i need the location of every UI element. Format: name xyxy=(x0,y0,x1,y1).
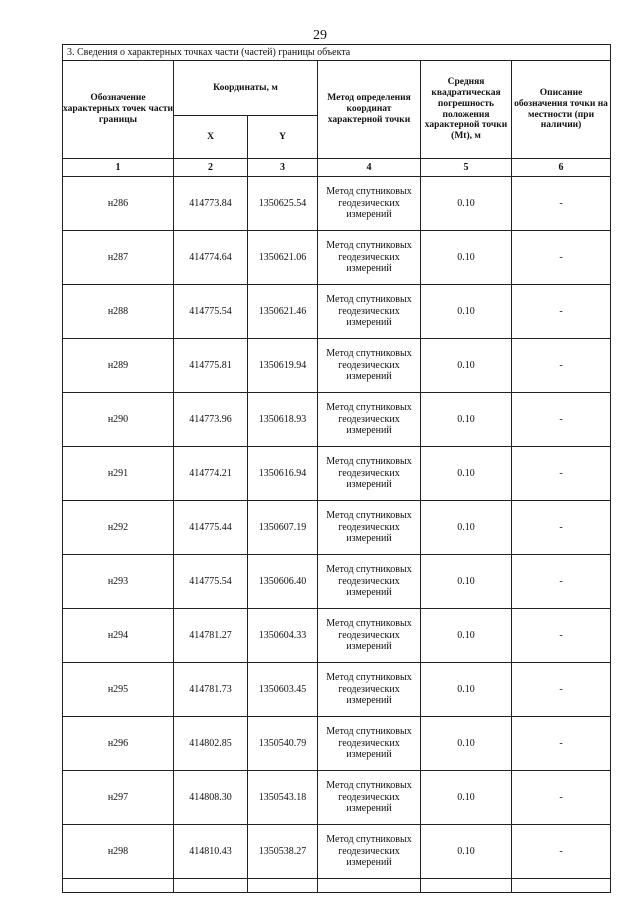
error-value: 0.10 xyxy=(421,393,512,447)
coordinate-y: 1350607.19 xyxy=(248,501,318,555)
coordinate-x: 414773.84 xyxy=(174,177,248,231)
header-x: X xyxy=(174,116,248,159)
column-number: 5 xyxy=(421,159,512,177)
coordinate-x: 414775.54 xyxy=(174,555,248,609)
column-number: 2 xyxy=(174,159,248,177)
point-designation: н295 xyxy=(63,663,174,717)
coordinate-y: 1350540.79 xyxy=(248,717,318,771)
coordinate-x: 414774.64 xyxy=(174,231,248,285)
coordinate-y: 1350618.93 xyxy=(248,393,318,447)
coordinate-y: 1350606.40 xyxy=(248,555,318,609)
point-designation: н294 xyxy=(63,609,174,663)
point-description: - xyxy=(512,825,611,879)
method-text: Метод спутниковых геодезических измерений xyxy=(318,285,421,339)
point-description: - xyxy=(512,231,611,285)
error-value: 0.10 xyxy=(421,609,512,663)
error-value: 0.10 xyxy=(421,663,512,717)
method-text: Метод спутниковых геодезических измерений xyxy=(318,231,421,285)
error-value: 0.10 xyxy=(421,447,512,501)
point-description: - xyxy=(512,393,611,447)
point-description: - xyxy=(512,555,611,609)
table-row xyxy=(63,339,611,393)
method-text: Метод спутниковых геодезических измерений xyxy=(318,717,421,771)
error-value: 0.10 xyxy=(421,177,512,231)
method-text: Метод спутниковых геодезических измерений xyxy=(318,177,421,231)
point-designation: н291 xyxy=(63,447,174,501)
method-text: Метод спутниковых геодезических измерений xyxy=(318,555,421,609)
error-value: 0.10 xyxy=(421,771,512,825)
table-row xyxy=(63,447,611,501)
coordinate-x: 414781.73 xyxy=(174,663,248,717)
table-row xyxy=(63,771,611,825)
coordinate-x: 414781.27 xyxy=(174,609,248,663)
empty-row xyxy=(63,879,611,893)
method-text: Метод спутниковых геодезических измерений xyxy=(318,447,421,501)
column-number: 4 xyxy=(318,159,421,177)
error-value: 0.10 xyxy=(421,555,512,609)
point-description: - xyxy=(512,501,611,555)
point-description: - xyxy=(512,771,611,825)
coordinate-y: 1350621.06 xyxy=(248,231,318,285)
coordinate-x: 414802.85 xyxy=(174,717,248,771)
column-number: 1 xyxy=(63,159,174,177)
header-y: Y xyxy=(248,116,318,159)
table-row xyxy=(63,825,611,879)
column-number: 6 xyxy=(512,159,611,177)
error-value: 0.10 xyxy=(421,717,512,771)
coordinate-y: 1350604.33 xyxy=(248,609,318,663)
method-text: Метод спутниковых геодезических измерений xyxy=(318,501,421,555)
coordinate-x: 414775.81 xyxy=(174,339,248,393)
table-row xyxy=(63,609,611,663)
header-method: Метод определения координат характерной точки xyxy=(318,61,421,159)
point-designation: н293 xyxy=(63,555,174,609)
point-designation: н298 xyxy=(63,825,174,879)
coordinate-x: 414775.44 xyxy=(174,501,248,555)
table-row xyxy=(63,177,611,231)
table-body xyxy=(63,177,611,893)
point-designation: н297 xyxy=(63,771,174,825)
point-description: - xyxy=(512,447,611,501)
method-text: Метод спутниковых геодезических измерений xyxy=(318,771,421,825)
point-description: - xyxy=(512,717,611,771)
table-row xyxy=(63,501,611,555)
header-description: Описание обозначения точки на местности (при наличии) xyxy=(512,61,611,159)
method-text: Метод спутниковых геодезических измерений xyxy=(318,663,421,717)
coordinate-y: 1350621.46 xyxy=(248,285,318,339)
coordinate-y: 1350616.94 xyxy=(248,447,318,501)
point-description: - xyxy=(512,177,611,231)
column-number: 3 xyxy=(248,159,318,177)
point-designation: н292 xyxy=(63,501,174,555)
table-row xyxy=(63,285,611,339)
error-value: 0.10 xyxy=(421,501,512,555)
point-designation: н296 xyxy=(63,717,174,771)
method-text: Метод спутниковых геодезических измерений xyxy=(318,825,421,879)
table-row xyxy=(63,717,611,771)
error-value: 0.10 xyxy=(421,825,512,879)
point-designation: н288 xyxy=(63,285,174,339)
point-description: - xyxy=(512,285,611,339)
table-caption: 3. Сведения о характерных точках части (частей) границы объекта xyxy=(63,45,611,61)
table-row xyxy=(63,231,611,285)
coordinate-x: 414775.54 xyxy=(174,285,248,339)
method-text: Метод спутниковых геодезических измерений xyxy=(318,393,421,447)
coordinate-x: 414810.43 xyxy=(174,825,248,879)
point-designation: н287 xyxy=(63,231,174,285)
coordinate-y: 1350603.45 xyxy=(248,663,318,717)
error-value: 0.10 xyxy=(421,339,512,393)
point-description: - xyxy=(512,609,611,663)
point-description: - xyxy=(512,663,611,717)
method-text: Метод спутниковых геодезических измерений xyxy=(318,609,421,663)
coordinate-x: 414773.96 xyxy=(174,393,248,447)
page-number: 29 xyxy=(313,28,327,43)
header-designation: Обозначение характерных точек части границы xyxy=(63,61,174,159)
table-row xyxy=(63,555,611,609)
error-value: 0.10 xyxy=(421,231,512,285)
table-row xyxy=(63,393,611,447)
coordinate-x: 414808.30 xyxy=(174,771,248,825)
point-designation: н286 xyxy=(63,177,174,231)
error-value: 0.10 xyxy=(421,285,512,339)
point-designation: н289 xyxy=(63,339,174,393)
point-description: - xyxy=(512,339,611,393)
header-coordinates: Координаты, м xyxy=(174,61,318,116)
header-error: Средняя квадратическая погрешность положения характерной точки (Mt), м xyxy=(421,61,512,159)
coordinate-y: 1350619.94 xyxy=(248,339,318,393)
coordinate-y: 1350543.18 xyxy=(248,771,318,825)
coordinate-y: 1350538.27 xyxy=(248,825,318,879)
column-numbers-row xyxy=(63,159,611,177)
coordinate-x: 414774.21 xyxy=(174,447,248,501)
method-text: Метод спутниковых геодезических измерений xyxy=(318,339,421,393)
coordinate-y: 1350625.54 xyxy=(248,177,318,231)
boundary-points-table xyxy=(62,44,611,893)
point-designation: н290 xyxy=(63,393,174,447)
table-row xyxy=(63,663,611,717)
